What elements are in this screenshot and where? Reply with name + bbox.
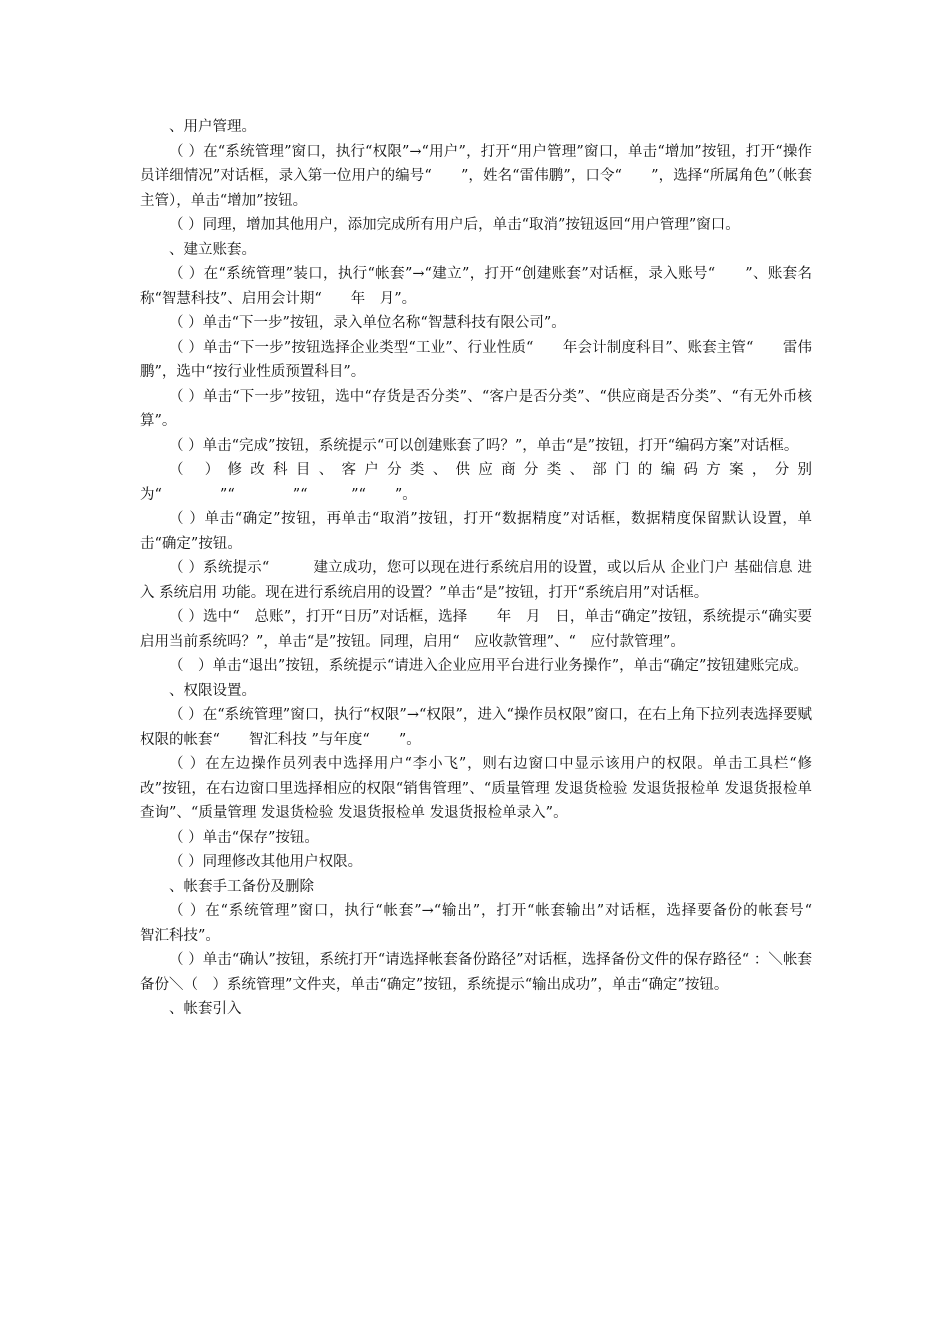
section-heading: 、权限设置。 [169, 682, 256, 699]
step-paragraph: （ ）单击“确定”按钮，再单击“取消”按钮，打开“数据精度”对话框，数据精度保留默认设置，单击“确定”按钮。 [140, 511, 812, 552]
step-paragraph: （ ）在“系统管理”窗口，执行“帐套”→“输出”，打开“帐套输出”对话框，选择要备份的帐套号“ 智汇科技”。 [140, 903, 841, 944]
section-heading: 、用户管理。 [169, 119, 256, 135]
step-paragraph: （ ）单击“下一步”按钮，录入单位名称“智慧科技有限公司”。 [169, 315, 566, 331]
step-paragraph: （ ）同理，增加其他用户，添加完成所有用户后，单击“取消”按钮返回“用户管理”窗口。 [169, 217, 740, 233]
step-paragraph: （ ）单击“保存”按钮。 [169, 829, 319, 846]
section-heading: 、帐套手工备份及删除 [169, 878, 314, 895]
step-paragraph: （ ）在“系统管理”窗口，执行“权限”→“权限”，进入“操作员权限”窗口，在右上角下拉列表选择要赋权限的帐套“ 智汇科技 ”与年度“ ”。 [140, 707, 812, 748]
step-paragraph: （ ）选中“ 总账”，打开“日历”对话框，选择 年 月 日，单击“确定”按钮，系统提示“确实要启用当前系统吗？”，单击“是”按钮。同理，启用“ 应收款管理”、“ 应付款管理”。 [140, 609, 812, 650]
section-heading: 、建立账套。 [169, 241, 256, 258]
step-paragraph: （ ）同理修改其他用户权限。 [169, 854, 363, 870]
step-paragraph: （ ）在“系统管理”窗口，执行“权限”→“用户”，打开“用户管理”窗口，单击“增加”按钮，打开“操作员详细情况”对话框，录入第一位用户的编号“ ”，姓名“雷伟鹏”，口令“ ”，选择“所属角色”（帐套主管），单击“增加”按钮。 [140, 143, 812, 209]
document-body [140, 115, 841, 1022]
step-paragraph: （ ）单击“完成”按钮，系统提示“可以创建账套了吗？”，单击“是”按钮，打开“编码方案”对话框。 [169, 437, 799, 454]
section-heading: 、帐套引入 [169, 1001, 242, 1017]
step-paragraph: （ ）在左边操作员列表中选择用户“李小飞”，则右边窗口中显示该用户的权限。单击工具栏“修改”按钮，在右边窗口里选择相应的权限“销售管理”、“质量管理 发退货检验 发退货报检单 发退货报检单查询”、“质量管理 发退货检验 发退货报检单 发退货报检单录入”。 [140, 756, 812, 821]
step-paragraph: （ ）单击“确认”按钮，系统打开“请选择帐套备份路径”对话框，选择备份文件的保存路径“ ：＼帐套备份＼（ ）系统管理”文件夹，单击“确定”按钮，系统提示“输出成功”，单击“确定”按钮。 [140, 952, 812, 993]
step-paragraph: （ ）单击“退出”按钮，系统提示“请进入企业应用平台进行业务操作”，单击“确定”按钮建账完成。 [169, 658, 808, 674]
step-paragraph: （ ）系统提示“ 建立成功，您可以现在进行系统启用的设置，或以后从 企业门户 基础信息 进入 系统启用 功能。现在进行系统启用的设置？”单击“是”按钮，打开“系统启用”对话框。 [140, 560, 812, 601]
step-paragraph: （ ）单击“下一步”按钮选择企业类型“工业”、行业性质“ 年会计制度科目”、账套主管“ 雷伟鹏”，选中“按行业性质预置科目”。 [140, 339, 812, 380]
step-paragraph: （ ）单击“下一步”按钮，选中“存货是否分类”、“客户是否分类”、“供应商是否分类”、“有无外币核算”。 [140, 388, 812, 429]
step-paragraph: （ ）在“系统管理”装口，执行“帐套”→“建立”，打开“创建账套”对话框，录入账号“ ”、账套名称“智慧科技”、启用会计期“ 年 月”。 [140, 266, 812, 307]
step-paragraph: （ ）修改科目、客户分类、供应商分类、部门的编码方案，分别为“ ”“ ”“ ”“ ”。 [140, 462, 812, 503]
